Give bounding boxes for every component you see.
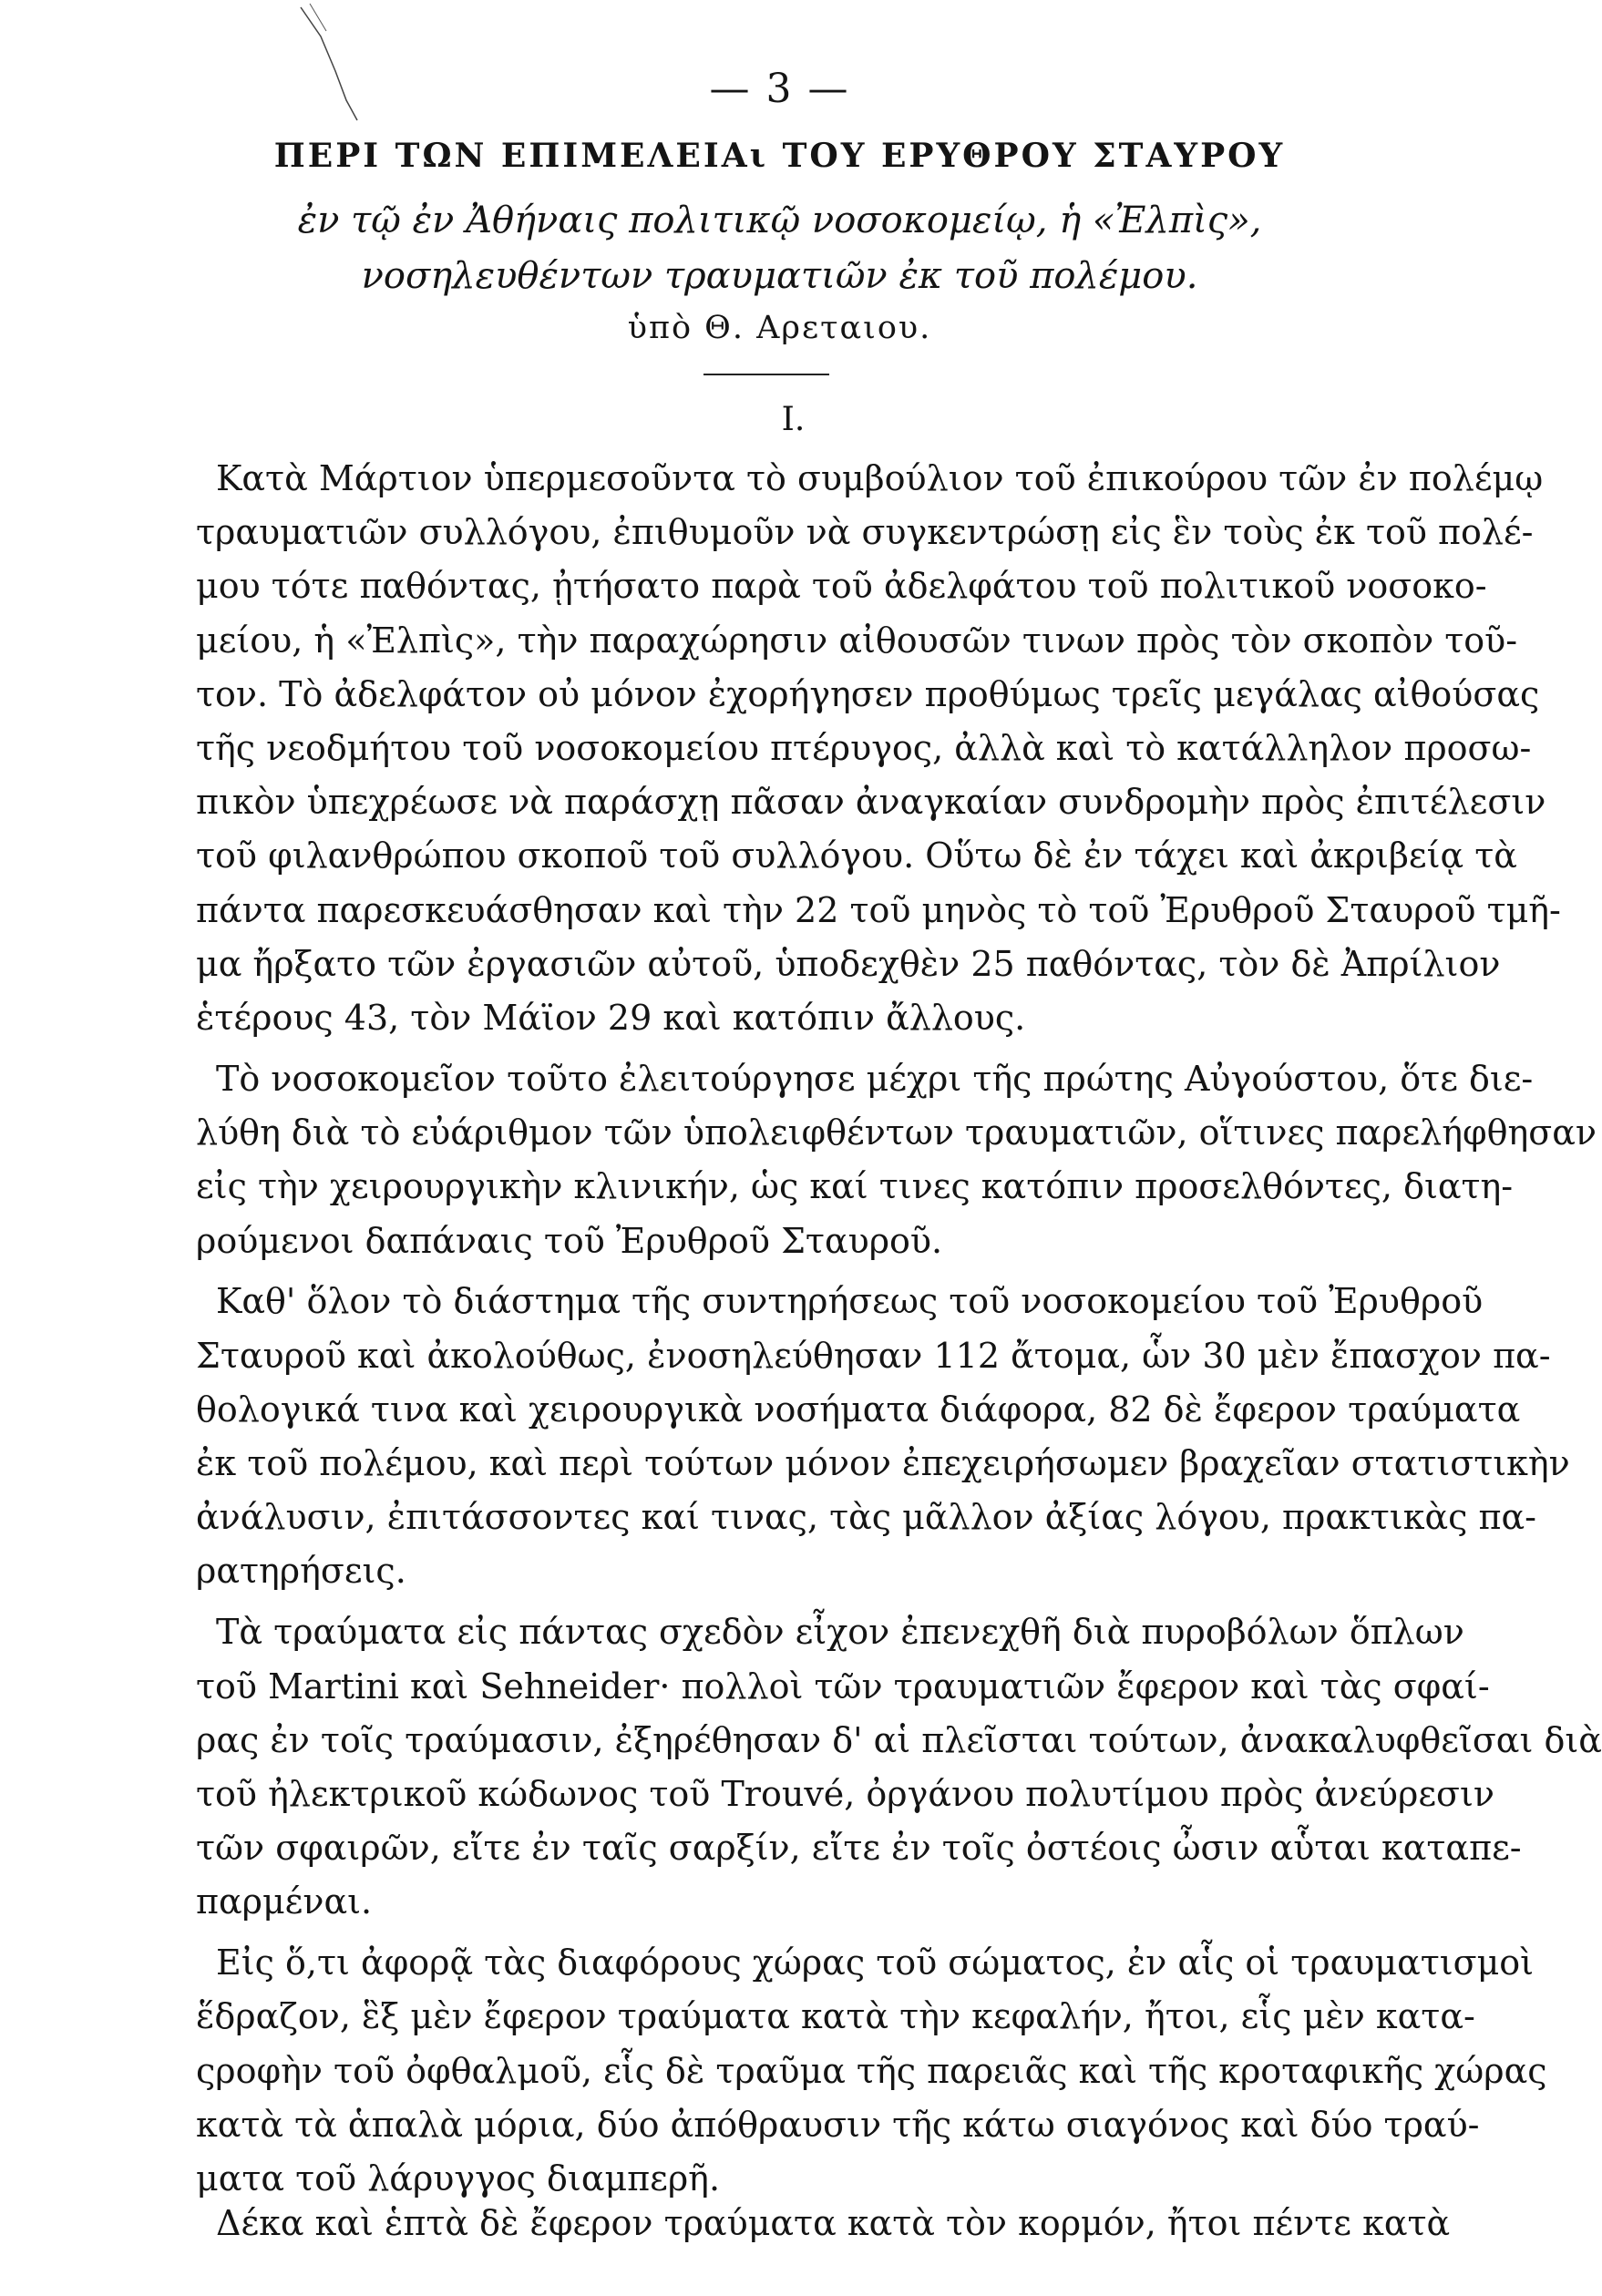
text-line: πάντα παρεσκευάσθησαν καὶ τὴν 22 τοῦ μηνὸς τὸ τοῦ Ἐρυθροῦ Σταυροῦ τμῆ-: [196, 890, 1561, 930]
text-line: μείου, ἡ «Ἐλπὶς», τὴν παραχώρησιν αἰθουσῶν τινων πρὸς τὸν σκοπὸν τοῦ-: [196, 620, 1518, 661]
text-line: ρας ἐν τοῖς τραύμασιν, ἐξηρέθησαν δ' αἱ πλεῖσται τούτων, ἀνακαλυφθεῖσαι διὰ: [196, 1720, 1602, 1760]
text-line: ρούμενοι δαπάναις τοῦ Ἐρυθροῦ Σταυροῦ.: [196, 1221, 943, 1261]
text-line: πικὸν ὑπεχρέωσε νὰ παράσχῃ πᾶσαν ἀναγκαίαν συνδρομὴν πρὸς ἐπιτέλεσιν: [196, 782, 1546, 822]
text-line: ςροφὴν τοῦ ὀφθαλμοῦ, εἷς δὲ τραῦμα τῆς παρειᾶς καὶ τῆς κροταφικῆς χώρας: [196, 2051, 1547, 2091]
text-line: Τὸ νοσοκομεῖον τοῦτο ἐλειτούργησε μέχρι τῆς πρώτης Αὐγούστου, ὅτε διε-: [216, 1059, 1534, 1099]
text-line: τοῦ Martini καὶ Sehneider· πολλοὶ τῶν τραυματιῶν ἔφερον καὶ τὰς σφαί-: [196, 1666, 1490, 1707]
text-line: ἐκ τοῦ πολέμου, καὶ περὶ τούτων μόνον ἐπεχειρήσωμεν βραχεῖαν στατιστικὴν: [196, 1443, 1570, 1483]
text-line: Εἰς ὅ,τι ἀφορᾷ τὰς διαφόρους χώρας τοῦ σώματος, ἐν αἷς οἱ τραυματισμοὶ: [216, 1942, 1535, 1983]
text-line: τραυματιῶν συλλόγου, ἐπιθυμοῦν νὰ συγκεντρώσῃ εἰς ἓν τοὺς ἐκ τοῦ πολέ-: [196, 512, 1534, 552]
text-line: Κατὰ Μάρτιον ὑπερμεσοῦντα τὸ συμβούλιον τοῦ ἐπικούρου τῶν ἐν πολέμῳ: [216, 458, 1544, 498]
text-line: Δέκα καὶ ἑπτὰ δὲ ἔφερον τραύματα κατὰ τὸν κορμόν, ἤτοι πέντε κατὰ: [216, 2203, 1451, 2243]
text-line: λύθη διὰ τὸ εὐάριθμον τῶν ὑπολειφθέντων τραυματιῶν, οἵτινες παρελήφθησαν: [196, 1112, 1597, 1153]
text-line: τοῦ ἠλεκτρικοῦ κώδωνος τοῦ Trouvé, ὀργάνου πολυτίμου πρὸς ἀνεύρεσιν: [196, 1774, 1494, 1814]
text-line: Τὰ τραύματα εἰς πάντας σχεδὸν εἶχον ἐπενεχθῆ διὰ πυροβόλων ὅπλων: [216, 1612, 1464, 1652]
text-line: ἀνάλυσιν, ἐπιτάσσοντες καί τινας, τὰς μᾶλλον ἀξίας λόγου, πρακτικὰς πα-: [196, 1497, 1536, 1537]
text-line: τῶν σφαιρῶν, εἴτε ἐν ταῖς σαρξίν, εἴτε ἐν τοῖς ὀστέοις ὦσιν αὗται καταπε-: [196, 1828, 1522, 1868]
text-line: Σταυροῦ καὶ ἀκολούθως, ἐνοσηλεύθησαν 112 ἄτομα, ὧν 30 μὲν ἔπασχον πα-: [196, 1336, 1551, 1376]
text-line: ἕδραζον, ἓξ μὲν ἔφερον τραύματα κατὰ τὴν κεφαλήν, ἤτοι, εἷς μὲν κατα-: [196, 1996, 1475, 2036]
text-line: κατὰ τὰ ἁπαλὰ μόρια, δύο ἀπόθραυσιν τῆς κάτω σιαγόνος καὶ δύο τραύ-: [196, 2105, 1480, 2145]
section-number: I.: [781, 401, 806, 438]
article-subtitle: ἐν τῷ ἐν Ἀθήναις πολιτικῷ νοσοκομείῳ, ἡ «Ἐλπὶς», νοσηλευθέντων τραυματιῶν ἐκ τοῦ πολέμου.: [297, 200, 1262, 297]
text-line: παρμέναι.: [196, 1881, 373, 1922]
text-line: μου τότε παθόντας, ᾐτήσατο παρὰ τοῦ ἀδελφάτου τοῦ πολιτικοῦ νοσοκο-: [196, 566, 1487, 606]
text-line: ἑτέρους 43, τὸν Μάϊον 29 καὶ κατόπιν ἄλλους.: [196, 998, 1026, 1038]
page-number: — 3 —: [709, 66, 850, 112]
article-author: ὑπὸ Θ. Αρεταιου.: [627, 310, 932, 346]
text-line: τοῦ φιλανθρώπου σκοποῦ τοῦ συλλόγου. Οὕτω δὲ ἐν τάχει καὶ ἀκριβείᾳ τὰ: [196, 835, 1517, 876]
text-line: θολογικά τινα καὶ χειρουργικὰ νοσήματα διάφορα, 82 δὲ ἔφερον τραύματα: [196, 1389, 1521, 1430]
text-line: εἰς τὴν χειρουργικὴν κλινικήν, ὡς καί τινες κατόπιν προσελθόντες, διατη-: [196, 1166, 1514, 1206]
text-line: τῆς νεοδμήτου τοῦ νοσοκομείου πτέρυγος, ἀλλὰ καὶ τὸ κατάλληλον προσω-: [196, 728, 1532, 768]
text-line: Καθ' ὅλον τὸ διάστημα τῆς συντηρήσεως τοῦ νοσοκομείου τοῦ Ἐρυθροῦ: [216, 1281, 1484, 1321]
text-line: ματα τοῦ λάρυγγος διαμπερῆ.: [196, 2158, 721, 2199]
text-line: μα ἤρξατο τῶν ἐργασιῶν αὐτοῦ, ὑποδεχθὲν 25 παθόντας, τὸν δὲ Ἀπρίλιον: [196, 944, 1501, 984]
article-title: ΠΕΡΙ ΤΩΝ ΕΠΙΜΕΛΕΙΑι ΤΟΥ ΕΡΥΘΡΟΥ ΣΤΑΥΡΟΥ: [273, 137, 1286, 175]
text-line: τον. Τὸ ἀδελφάτον οὐ μόνον ἐχορήγησεν προθύμως τρεῖς μεγάλας αἰθούσας: [196, 674, 1540, 714]
text-line: ρατηρήσεις.: [196, 1551, 406, 1591]
